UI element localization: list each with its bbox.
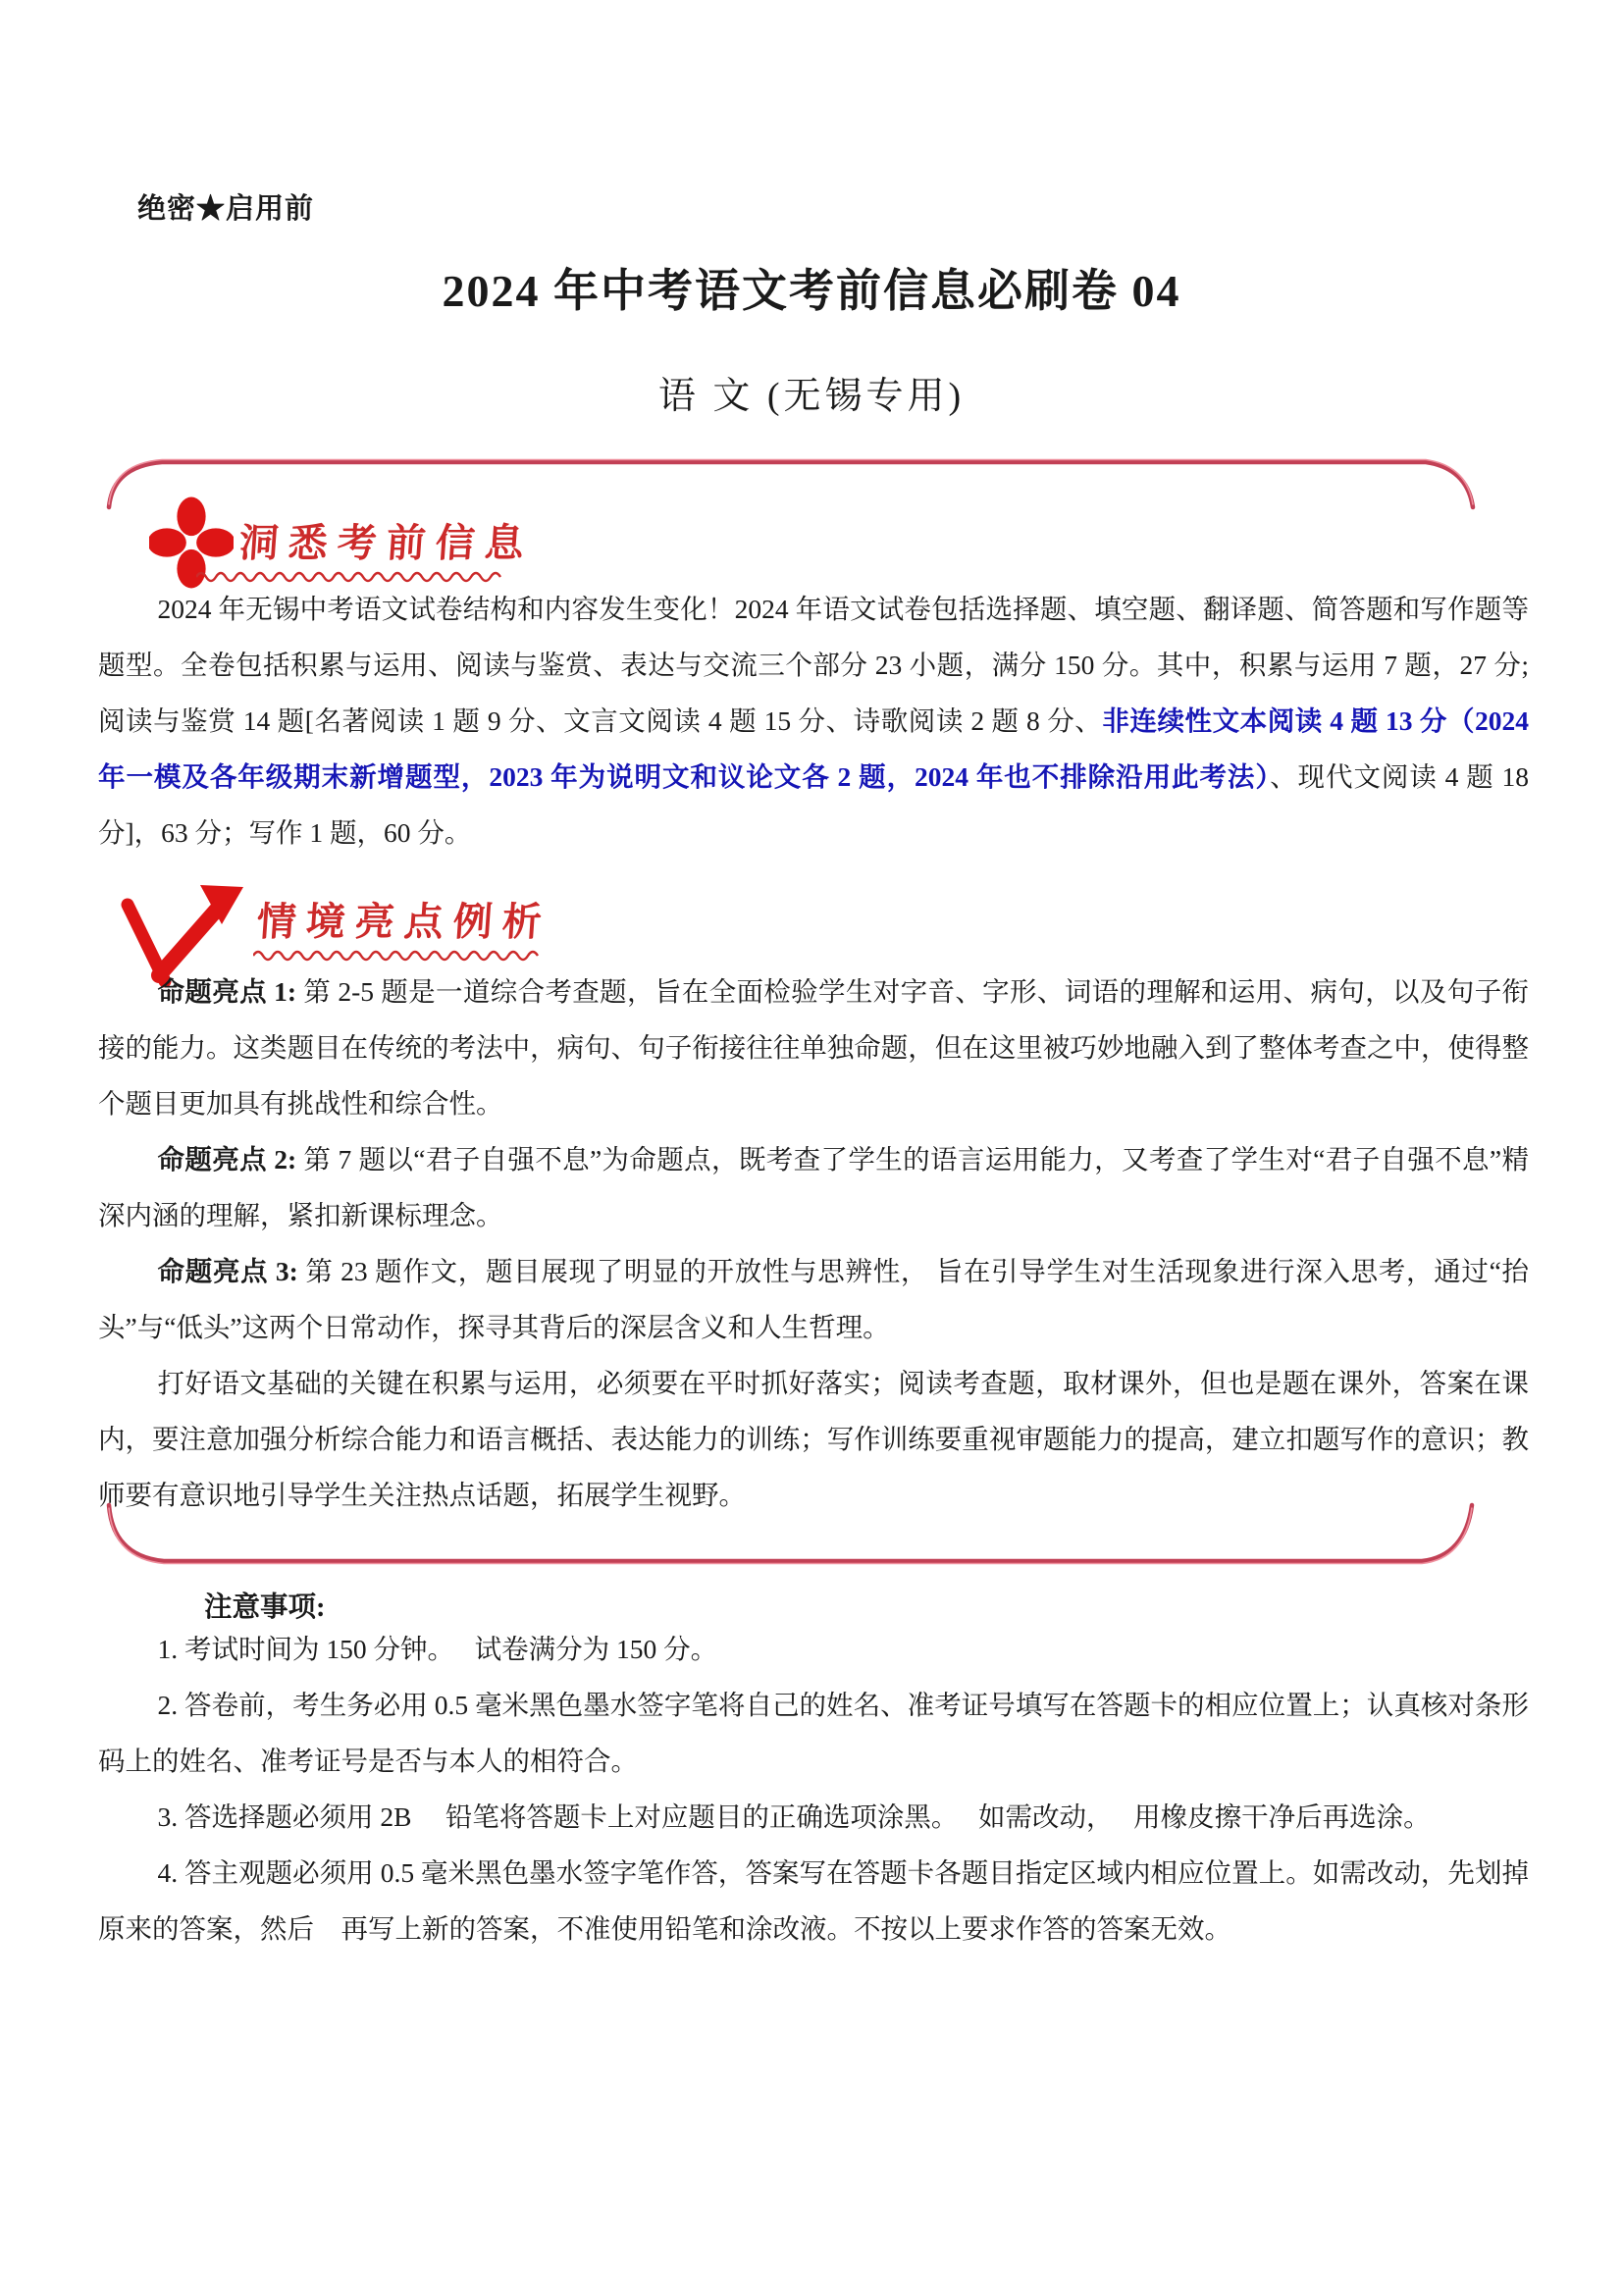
exam-info-text-1: 2024 年无锡中考语文试卷结构和内容发生变化！2024 年语文试卷包括选择题、填空题、翻译题、简答题和写作题等题型。全卷包括积累与运用、阅读与鉴赏、表达与交流三个部分 23 小题，满分 150 分。其中，积累与运用 7 题，27 分; 阅读与鉴赏 14 题[名著阅读 1 题 9 分、文言文阅读 4 题 15 分、诗歌阅读 2 题 8 分、 (98, 594, 1529, 736)
notes-heading: 注意事项: (204, 1592, 326, 1623)
page-title: 2024 年中考语文考前信息必刷卷 04 (442, 266, 1181, 316)
highlight-1 (98, 964, 1529, 1131)
closing-advice-paragraph: 打好语文基础的关键在积累与运用，必须要在平时抓好落实；阅读考查题，取材课外，但也是题在课外，答案在课内，要注意加强分析综合能力和语言概括、表达能力的训练；写作训练要重视审题能力的提高，建立扣题写作的意识；教师要有意识地引导学生关注热点话题，拓展学生视野。 (98, 1368, 1529, 1510)
section-heading-exam-info: 洞悉考前信息 (237, 521, 536, 565)
note-item-4: 4. 答主观题必须用 0.5 毫米黑色墨水签字笔作答，答案写在答题卡各题目指定区域内相应位置上。如需改动，先划掉原来的答案，然后 再写上新的答案，不准使用铅笔和涂改液。不按以上要求作答的答案无效。 (98, 1857, 1529, 1944)
wavy-underline (253, 948, 548, 962)
exam-info-text-blue-highlight: 非连续性文本阅读 4 题 13 分（2024 年一模及各年级期末新增题型，2023 年为说明文和议论文各 2 题，2024 年也不排除沿用此考法） (98, 705, 1530, 792)
highlight-3-label: 命题亮点 3: (157, 1256, 298, 1286)
notes-list (98, 1621, 1529, 1957)
exam-info-text-2: 、现代文阅读 4 题 18 分]，63 分；写作 1 题，60 分。 (98, 761, 1530, 848)
note-item-1: 1. 考试时间为 150 分钟。 试卷满分为 150 分。 (157, 1634, 718, 1664)
info-box-top-border (101, 454, 1479, 515)
section-heading-highlight-analysis: 情境亮点例析 (255, 900, 553, 944)
highlight-1-text: 第 2-5 题是一道综合考查题，旨在全面检验学生对字音、字形、词语的理解和运用、病句，以及句子衔接的能力。这类题目在传统的考法中，病句、句子衔接往往单独命题，但在这里被巧妙地融入到了整体考查之中，使得整个题目更加具有挑战性和综合性。 (98, 976, 1529, 1119)
highlight-2-text: 第 7 题以“君子自强不息”为命题点，既考查了学生的语言运用能力，又考查了学生对“君子自强不息”精深内涵的理解，紧扣新课标理念。 (98, 1144, 1529, 1230)
exam-info-paragraph (98, 581, 1529, 861)
info-box-bottom-border (101, 1499, 1479, 1570)
highlight-paragraphs (98, 964, 1529, 1523)
highlight-1-label: 命题亮点 1: (157, 976, 297, 1007)
highlight-3 (98, 1243, 1529, 1355)
highlight-2-label: 命题亮点 2: (157, 1144, 297, 1174)
note-item-3: 3. 答选择题必须用 2B 铅笔将答题卡上对应题目的正确选项涂黑。 如需改动， 用橡皮擦干净后再选涂。 (157, 1801, 1431, 1832)
classification-label: 绝密★启用前 (137, 193, 315, 225)
highlight-3-text: 第 23 题作文，题目展现了明显的开放性与思辨性， 旨在引导学生对生活现象进行深入思考，通过“抬头”与“低头”这两个日常动作，探寻其背后的深层含义和人生哲理。 (98, 1256, 1529, 1342)
highlight-2 (98, 1131, 1529, 1243)
note-item-2: 2. 答卷前，考生务必用 0.5 毫米黑色墨水签字笔将自己的姓名、准考证号填写在答题卡的相应位置上；认真核对条形码上的姓名、准考证号是否与本人的相符合。 (98, 1690, 1529, 1776)
page-subtitle: 语 文 (无锡专用) (657, 376, 966, 417)
